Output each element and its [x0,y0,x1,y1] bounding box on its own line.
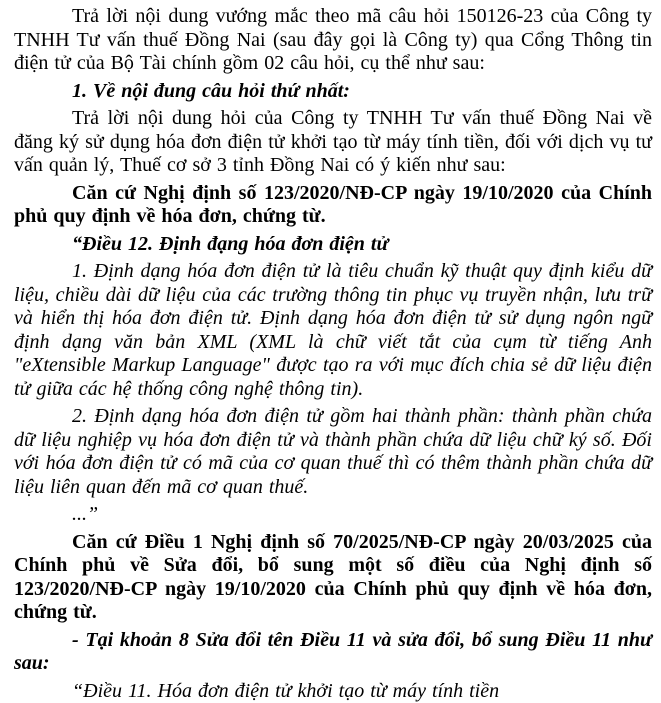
paragraph-legal-basis-decree-123-2020: Căn cứ Nghị định số 123/2020/NĐ-CP ngày 19/10/2020 của Chính phủ quy định về hóa đơn, chứng từ. [14,182,652,229]
paragraph-article-12-clause-2: 2. Định dạng hóa đơn điện tử gồm hai thành phần: thành phần chứa dữ liệu nghiệp vụ hóa đơn điện tử và thành phần chứa dữ liệu chữ ký số. Đối với hóa đơn điện tử có mã của cơ quan thuế thì có thêm thành phần chứa dữ liệu liên quan đến mã cơ quan thuế. [14,405,652,499]
paragraph-article-11-title: “Điều 11. Hóa đơn điện tử khởi tạo từ máy tính tiền [14,680,652,703]
paragraph-ellipsis-quote-close: ...” [14,503,652,527]
paragraph-answer-intro: Trả lời nội dung vướng mắc theo mã câu hỏi 150126-23 của Công ty TNHH Tư vấn thuế Đồng Nai (sau đây gọi là Công ty) qua Cổng Thông tin điện tử của Bộ Tài chính gồm 02 câu hỏi, cụ thể như sau: [14,5,652,76]
heading-article-12: “Điều 12. Định đạng hóa đơn điện tử [14,233,652,257]
paragraph-article-12-clause-1: 1. Định dạng hóa đơn điện tử là tiêu chuẩn kỹ thuật quy định kiểu dữ liệu, chiều dài dữ liệu của các trường thông tin phục vụ truyền nhận, lưu trữ và hiển thị hóa đơn điện tử. Định dạng hóa đơn điện tử sử dụng ngôn ngữ định dạng văn bản XML (XML là chữ viết tắt của cụm từ tiếng Anh "eXtensible Markup Language" được tạo ra với mục đích chia sẻ dữ liệu điện tử giữa các hệ thống công nghệ thông tin). [14,260,652,401]
heading-question-1: 1. Về nội đung câu hỏi thứ nhất: [14,80,652,104]
heading-clause-8-amendment-article-11: - Tại khoản 8 Sửa đổi tên Điều 11 và sửa đổi, bổ sung Điều 11 như sau: [14,629,652,676]
paragraph-legal-basis-decree-70-2025: Căn cứ Điều 1 Nghị định số 70/2025/NĐ-CP ngày 20/03/2025 của Chính phủ về Sửa đổi, bổ sung một số điều của Nghị định số 123/2020/NĐ-CP ngày 19/10/2020 của Chính phủ quy định về hóa đơn, chứng từ. [14,531,652,625]
paragraph-question-1-summary: Trả lời nội dung hỏi của Công ty TNHH Tư vấn thuế Đồng Nai về đăng ký sử dụng hóa đơn điện tử khởi tạo từ máy tính tiền, đối với dịch vụ tư vấn quản lý, Thuế cơ sở 3 tỉnh Đồng Nai có ý kiến như sau: [14,107,652,178]
